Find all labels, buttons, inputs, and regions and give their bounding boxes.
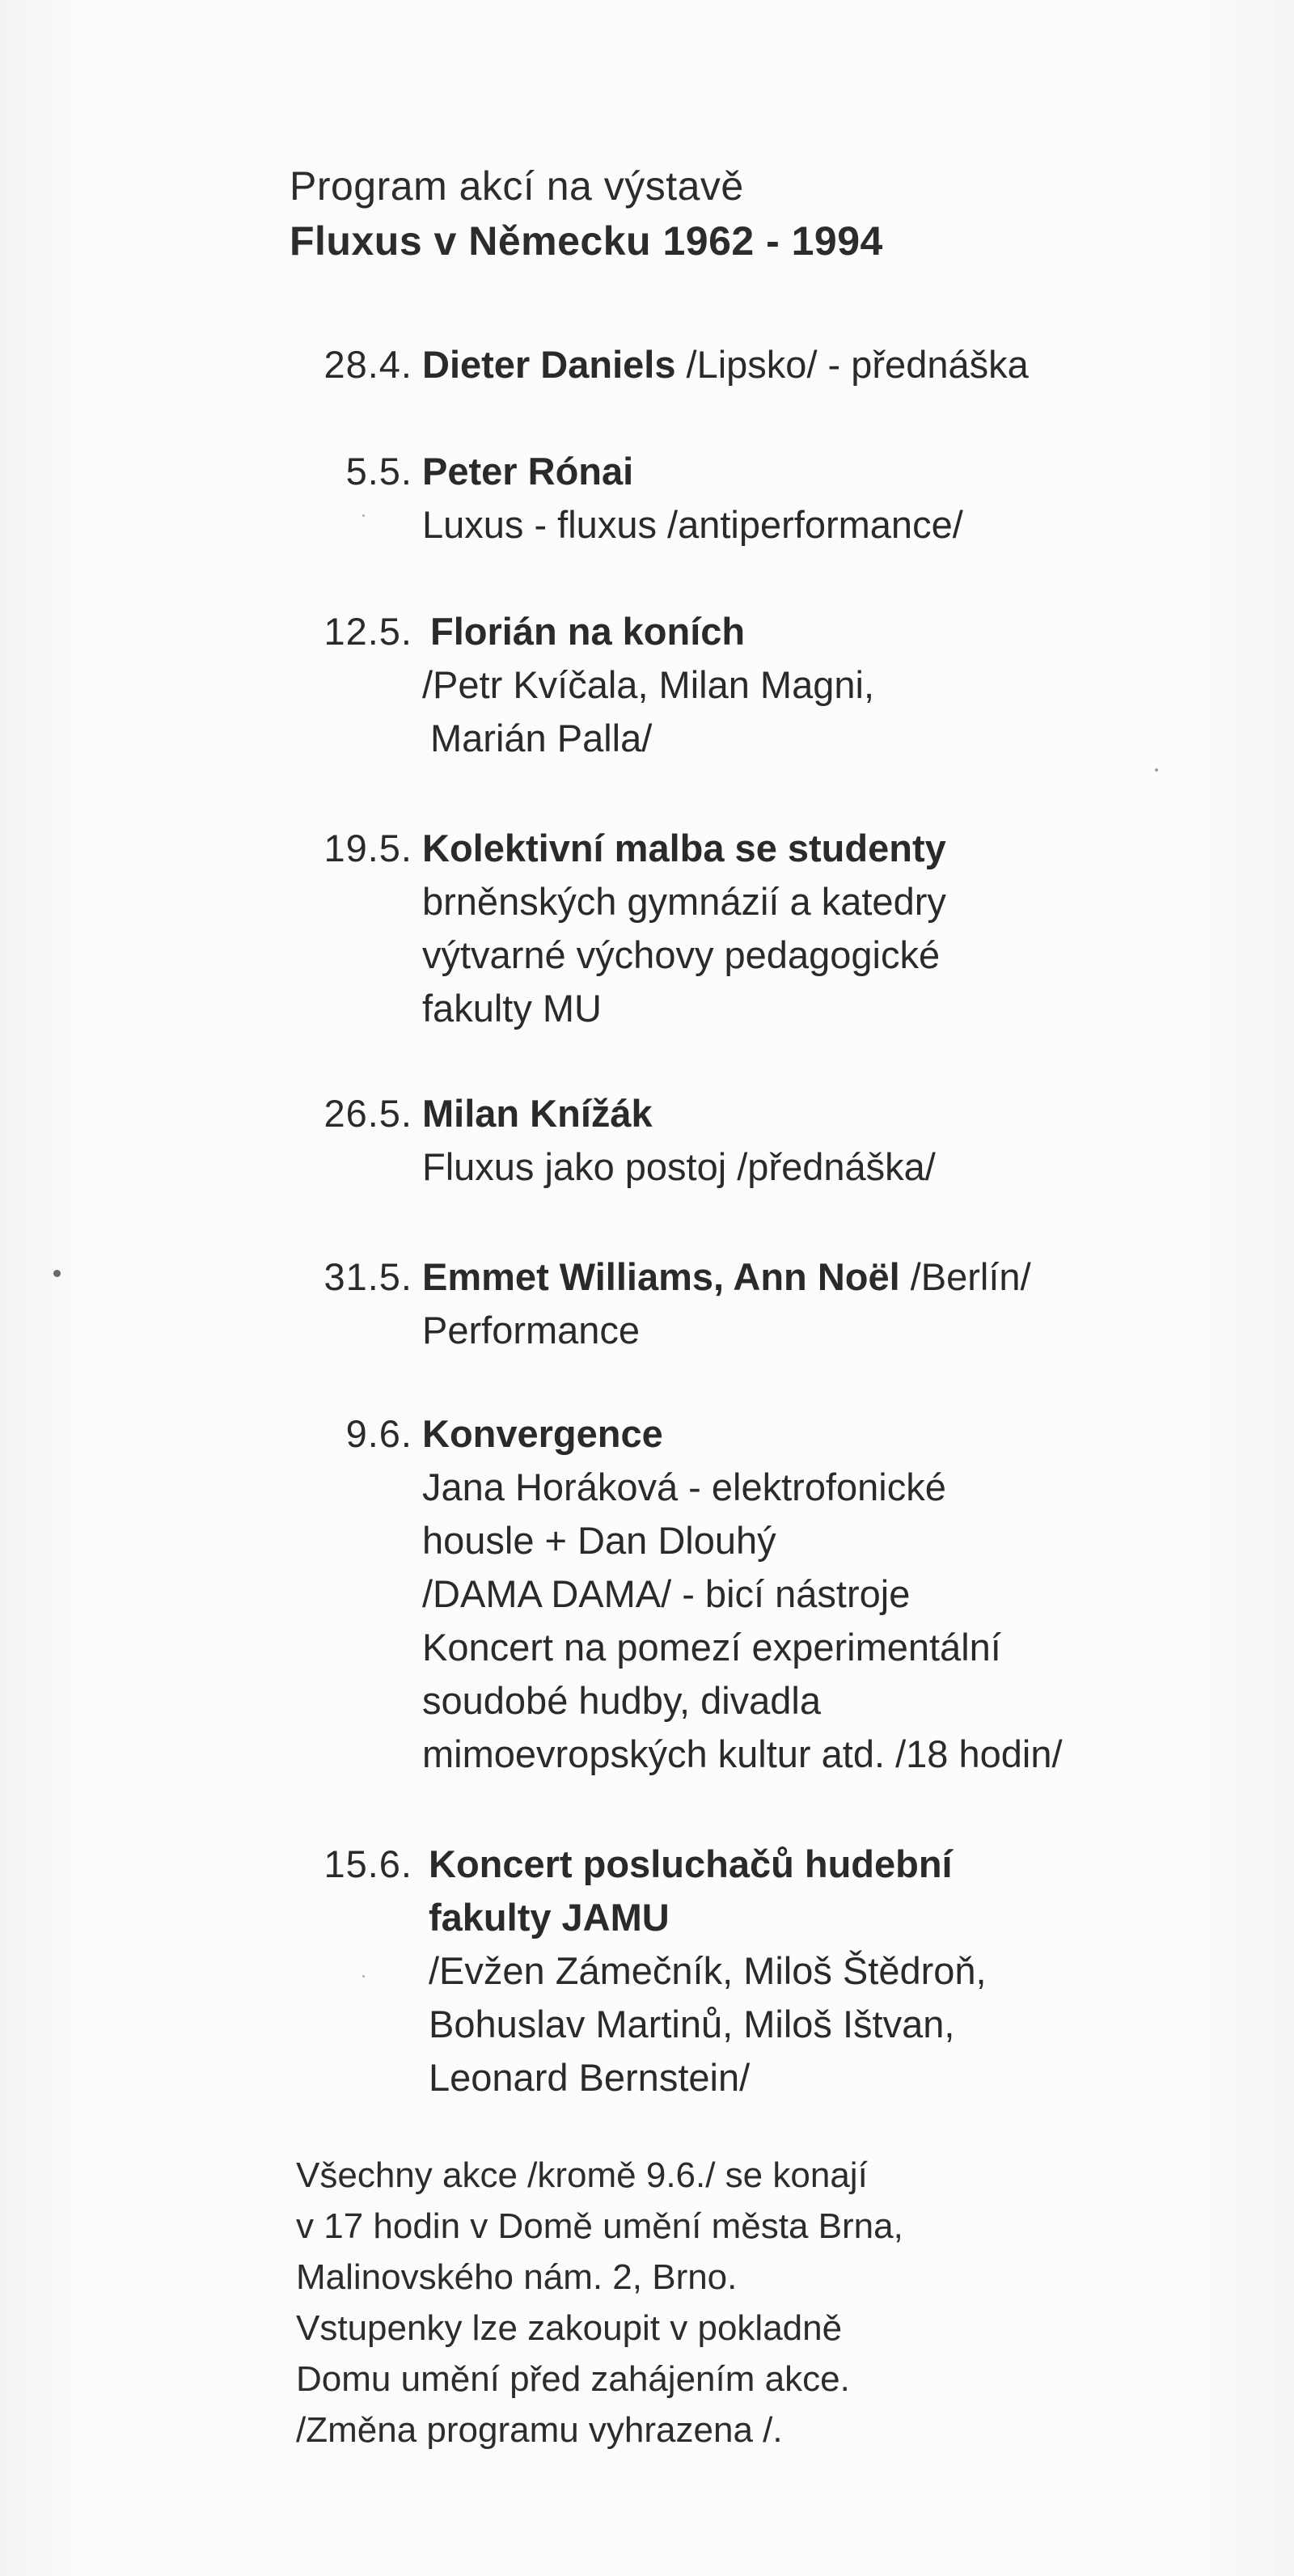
scan-speck [362,1975,365,1977]
event-detail-line: Performance [422,1309,641,1351]
event-title: Dieter Daniels [422,343,676,386]
event-detail-line: Marián Palla/ [430,717,653,759]
footer-line: v 17 hodin v Domě umění města Brna, [296,2206,903,2246]
event-title-suffix: /Berlín/ [899,1255,1031,1298]
scan-speck [53,1270,61,1277]
event-title: Florián na koních [430,610,746,653]
event-detail-line: výtvarné výchovy pedagogické [422,933,941,976]
event-detail-line: housle + Dan Dlouhý [422,1519,776,1562]
event-detail-line: soudobé hudby, divadla [422,1679,822,1722]
event-detail-line: Koncert na pomezí experimentální [422,1626,1001,1669]
scan-speck [1155,768,1158,772]
event-date: 19.5. [324,827,412,869]
footer-line: Vstupenky lze zakoupit v pokladně [296,2308,843,2348]
event-title: Milan Knížák [422,1092,653,1135]
event-title: Peter Rónai [422,450,634,493]
event-title: Konvergence [422,1412,663,1455]
footer-line: Malinovského nám. 2, Brno. [296,2257,738,2297]
event-title: Kolektivní malba se studenty [422,827,946,869]
footer-line: Všechny akce /kromě 9.6./ se konají [296,2155,868,2195]
event-date: 28.4. [324,343,412,386]
event-detail-line: Leonard Bernstein/ [429,2056,751,2099]
event-detail-line: /Evžen Zámečník, Miloš Štědroň, [429,1949,987,1992]
event-date: 9.6. [345,1412,412,1455]
footer-line: Domu umění před zahájením akce. [296,2359,850,2399]
event-title-suffix: /Lipsko/ - přednáška [675,343,1029,386]
event-detail-line: Jana Horáková - elektrofonické [422,1466,946,1508]
footer-line: /Změna programu vyhrazena /. [296,2410,783,2450]
title-line-1: Program akcí na výstavě [290,163,744,209]
scan-speck [362,514,365,517]
event-detail-line: brněnských gymnázií a katedry [422,880,946,923]
event-date: 26.5. [324,1092,412,1135]
event-detail-line: Bohuslav Martinů, Miloš Ištvan, [429,2003,955,2045]
footer-notice [296,2150,903,2455]
event-detail-line: /Petr Kvíčala, Milan Magni, [422,663,874,706]
event-title: Emmet Williams, Ann Noël [422,1255,900,1298]
event-date: 12.5. [324,610,412,653]
title-line-2: Fluxus v Německu 1962 - 1994 [290,218,883,264]
event-detail-line: /DAMA DAMA/ - bicí nástroje [422,1572,911,1615]
event-date: 5.5. [345,450,412,493]
event-title: Koncert posluchačů hudební [429,1842,953,1885]
event-title-line-2: fakulty JAMU [429,1896,670,1939]
event-detail-line: Luxus - fluxus /antiperformance/ [422,503,963,546]
event-detail-line: Fluxus jako postoj /přednáška/ [422,1145,936,1188]
page-title [290,159,883,269]
event-detail-line: mimoevropských kultur atd. /18 hodin/ [422,1732,1063,1775]
event-detail-line: fakulty MU [422,987,602,1030]
event-date: 31.5. [324,1255,412,1298]
event-date: 15.6. [324,1842,412,1885]
